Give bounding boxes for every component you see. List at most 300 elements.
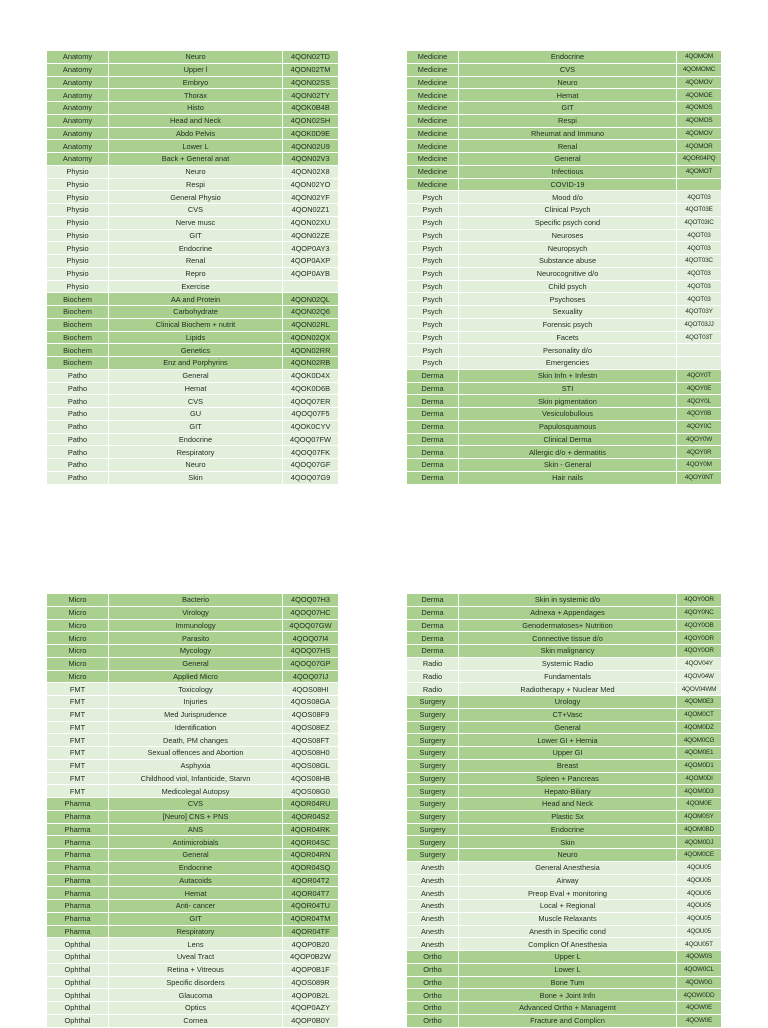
topic-cell: Neuro xyxy=(109,165,283,178)
topic-cell: Head and Neck xyxy=(109,114,283,127)
subject-cell: Physio xyxy=(47,255,109,268)
code-cell: 4QOV04W xyxy=(677,670,722,683)
table-row xyxy=(47,255,339,268)
table-row xyxy=(407,102,722,115)
table-row xyxy=(47,696,339,709)
subject-cell: Pharma xyxy=(47,861,109,874)
table-row xyxy=(407,178,722,191)
table-row xyxy=(47,721,339,734)
subject-cell: Pharma xyxy=(47,849,109,862)
code-cell: 4QOU05T xyxy=(677,938,722,951)
topic-cell: Abdo Pelvis xyxy=(109,127,283,140)
table-row xyxy=(47,823,339,836)
code-cell: 4QOU05 xyxy=(677,925,722,938)
topic-cell: General xyxy=(109,657,283,670)
subject-cell: Micro xyxy=(47,619,109,632)
table-row xyxy=(407,471,722,484)
code-cell: 4QOQ07ER xyxy=(283,395,339,408)
table-row xyxy=(407,976,722,989)
subject-cell: Psych xyxy=(407,216,459,229)
topic-cell: Sexuality xyxy=(459,306,677,319)
table-row xyxy=(47,861,339,874)
code-cell: 4QOY0OR xyxy=(677,594,722,607)
topic-cell: Head and Neck xyxy=(459,798,677,811)
topic-cell: Hemat xyxy=(109,887,283,900)
subject-cell: Ortho xyxy=(407,1014,459,1027)
code-cell xyxy=(283,280,339,293)
topic-cell: Psychoses xyxy=(459,293,677,306)
table-row xyxy=(407,165,722,178)
table-row xyxy=(47,708,339,721)
table-row xyxy=(407,89,722,102)
subject-cell: Pharma xyxy=(47,874,109,887)
topic-cell: Lipids xyxy=(109,331,283,344)
subject-cell: Patho xyxy=(47,471,109,484)
table-row xyxy=(47,849,339,862)
code-cell: 4QOT03 xyxy=(677,191,722,204)
code-cell: 4QOT03 xyxy=(677,293,722,306)
code-cell: 4QOT03 xyxy=(677,280,722,293)
subject-cell: Psych xyxy=(407,318,459,331)
subject-cell: Derma xyxy=(407,594,459,607)
subject-cell: Medicine xyxy=(407,51,459,64)
topic-cell: Advanced Ortho + Managemt xyxy=(459,1002,677,1015)
table-row xyxy=(47,1014,339,1027)
code-cell: 4QOMOE xyxy=(677,89,722,102)
topic-cell: Antimicrobials xyxy=(109,836,283,849)
subject-cell: FMT xyxy=(47,696,109,709)
topic-cell: Emergencies xyxy=(459,357,677,370)
subject-cell: Biochem xyxy=(47,318,109,331)
subject-cell: FMT xyxy=(47,747,109,760)
code-cell: 4QOM0DZ xyxy=(677,721,722,734)
subject-cell: FMT xyxy=(47,708,109,721)
subject-cell: Derma xyxy=(407,459,459,472)
subject-cell: Patho xyxy=(47,433,109,446)
table-row xyxy=(47,874,339,887)
subject-cell: Psych xyxy=(407,306,459,319)
subject-cell: Patho xyxy=(47,420,109,433)
subject-cell: Surgery xyxy=(407,836,459,849)
table-row xyxy=(407,446,722,459)
code-cell: 4QOP0B2W xyxy=(283,951,339,964)
topic-cell: Immunology xyxy=(109,619,283,632)
topic-cell: CVS xyxy=(109,395,283,408)
topic-cell: Endocrine xyxy=(459,823,677,836)
table-row xyxy=(47,976,339,989)
topic-cell: Mycology xyxy=(109,645,283,658)
table-row xyxy=(407,204,722,217)
code-cell: 4QOQ07FW xyxy=(283,433,339,446)
subject-cell: Ortho xyxy=(407,1002,459,1015)
code-cell: 4QOR04T2 xyxy=(283,874,339,887)
code-cell: 4QON02Z1 xyxy=(283,204,339,217)
topic-cell: Spleen + Pancreas xyxy=(459,772,677,785)
subject-cell: Anesth xyxy=(407,861,459,874)
code-cell: 4QOW0DD xyxy=(677,989,722,1002)
subject-cell: Micro xyxy=(47,632,109,645)
subject-cell: Biochem xyxy=(47,331,109,344)
topic-cell: Mood d/o xyxy=(459,191,677,204)
table-row xyxy=(47,395,339,408)
topic-cell: Endocrine xyxy=(459,51,677,64)
table-row xyxy=(407,823,722,836)
code-cell: 4QOK0CYV xyxy=(283,420,339,433)
code-cell: 4QOT03C xyxy=(677,255,722,268)
subject-cell: Derma xyxy=(407,433,459,446)
code-cell: 4QOM0E3 xyxy=(677,696,722,709)
subject-cell: Medicine xyxy=(407,114,459,127)
topic-cell: Fundamentals xyxy=(459,670,677,683)
code-cell: 4QOT03 xyxy=(677,229,722,242)
subject-cell: Surgery xyxy=(407,734,459,747)
topic-cell: General xyxy=(459,153,677,166)
code-cell: 4QOS08EZ xyxy=(283,721,339,734)
table-row xyxy=(47,670,339,683)
code-cell: 4QOR04PQ xyxy=(677,153,722,166)
subject-cell: Pharma xyxy=(47,836,109,849)
code-cell: 4QON02QL xyxy=(283,293,339,306)
table-row xyxy=(407,242,722,255)
topic-cell: Respiratory xyxy=(109,925,283,938)
table-row xyxy=(407,989,722,1002)
subject-cell: FMT xyxy=(47,759,109,772)
topic-cell: Renal xyxy=(109,255,283,268)
code-cell: 4QOM0CG xyxy=(677,734,722,747)
topic-cell: GIT xyxy=(459,102,677,115)
subject-cell: Anatomy xyxy=(47,76,109,89)
topic-cell: Neuropsych xyxy=(459,242,677,255)
code-cell: 4QOY0OB xyxy=(677,619,722,632)
topic-cell: Bone Tum xyxy=(459,976,677,989)
topic-cell: Embryo xyxy=(109,76,283,89)
subject-table-1 xyxy=(46,50,339,485)
table-row xyxy=(407,849,722,862)
table-row xyxy=(407,51,722,64)
code-cell: 4QOW0E xyxy=(677,1002,722,1015)
table-row xyxy=(407,191,722,204)
code-cell: 4QON02SH xyxy=(283,114,339,127)
table-row xyxy=(47,900,339,913)
subject-cell: Medicine xyxy=(407,63,459,76)
table-row xyxy=(407,140,722,153)
topic-cell: Med Jurisprudence xyxy=(109,708,283,721)
code-cell: 4QOMOV xyxy=(677,76,722,89)
code-cell: 4QOK0D6B xyxy=(283,382,339,395)
table-row xyxy=(407,645,722,658)
code-cell: 4QOU05 xyxy=(677,912,722,925)
table-row xyxy=(407,632,722,645)
topic-cell: Hemat xyxy=(109,382,283,395)
topic-cell: Lower L xyxy=(109,140,283,153)
subject-cell: Anesth xyxy=(407,925,459,938)
subject-cell: Pharma xyxy=(47,925,109,938)
code-cell: 4QOMOV xyxy=(677,127,722,140)
topic-cell: Plastic Sx xyxy=(459,810,677,823)
topic-cell: Upper l xyxy=(109,63,283,76)
subject-cell: Anatomy xyxy=(47,63,109,76)
topic-cell: Skin xyxy=(459,836,677,849)
subject-cell: Micro xyxy=(47,670,109,683)
topic-cell: General xyxy=(109,369,283,382)
subject-cell: Patho xyxy=(47,408,109,421)
topic-cell: CT+Vasc xyxy=(459,708,677,721)
code-cell: 4QOQ07GF xyxy=(283,459,339,472)
code-cell: 4QOU05 xyxy=(677,900,722,913)
table-row xyxy=(47,951,339,964)
subject-cell: Medicine xyxy=(407,127,459,140)
subject-cell: Surgery xyxy=(407,721,459,734)
table-row xyxy=(47,606,339,619)
code-cell: 4QOM0DJ xyxy=(677,836,722,849)
subject-cell: FMT xyxy=(47,721,109,734)
code-cell: 4QOY0NT xyxy=(677,471,722,484)
table-row xyxy=(407,721,722,734)
table-row xyxy=(47,772,339,785)
code-cell: 4QOW0S xyxy=(677,951,722,964)
table-row xyxy=(47,420,339,433)
subject-cell: Derma xyxy=(407,619,459,632)
subject-cell: Anatomy xyxy=(47,89,109,102)
subject-cell: Derma xyxy=(407,632,459,645)
code-cell: 4QOR04TM xyxy=(283,912,339,925)
table-row xyxy=(407,951,722,964)
subject-cell: Derma xyxy=(407,471,459,484)
code-cell: 4QOM0SY xyxy=(677,810,722,823)
topic-cell: Toxicology xyxy=(109,683,283,696)
table-row xyxy=(407,369,722,382)
topic-cell: Thorax xyxy=(109,89,283,102)
code-cell: 4QOK0D9E xyxy=(283,127,339,140)
code-cell: 4QON02YO xyxy=(283,178,339,191)
code-cell: 4QON02SS xyxy=(283,76,339,89)
topic-cell: Injuries xyxy=(109,696,283,709)
table-row xyxy=(407,433,722,446)
subject-cell: Pharma xyxy=(47,912,109,925)
code-cell: 4QON02U9 xyxy=(283,140,339,153)
subject-cell: FMT xyxy=(47,734,109,747)
subject-cell: Anesth xyxy=(407,874,459,887)
topic-cell: Upper L xyxy=(459,951,677,964)
subject-cell: Surgery xyxy=(407,708,459,721)
table-row xyxy=(407,459,722,472)
subject-cell: Psych xyxy=(407,293,459,306)
code-cell: 4QOR04RU xyxy=(283,798,339,811)
code-cell: 4QOT03E xyxy=(677,204,722,217)
subject-cell: Micro xyxy=(47,606,109,619)
code-cell: 4QOMOS xyxy=(677,114,722,127)
table-row xyxy=(407,1014,722,1027)
topic-cell: Skin malignancy xyxy=(459,645,677,658)
topic-cell: Respi xyxy=(109,178,283,191)
code-cell: 4QOQ07HC xyxy=(283,606,339,619)
code-cell: 4QOP0AY3 xyxy=(283,242,339,255)
subject-cell: FMT xyxy=(47,683,109,696)
subject-cell: Surgery xyxy=(407,747,459,760)
subject-cell: Ophthal xyxy=(47,938,109,951)
table-row xyxy=(407,331,722,344)
code-cell: 4QOT03T xyxy=(677,331,722,344)
subject-cell: Anatomy xyxy=(47,127,109,140)
table-row xyxy=(47,747,339,760)
code-cell: 4QOS08G0 xyxy=(283,785,339,798)
topic-cell: GIT xyxy=(109,912,283,925)
table-row xyxy=(407,670,722,683)
topic-cell: Airway xyxy=(459,874,677,887)
table-row xyxy=(47,433,339,446)
subject-cell: Physio xyxy=(47,267,109,280)
code-cell: 4QOQ07IJ xyxy=(283,670,339,683)
code-cell: 4QOM0CT xyxy=(677,708,722,721)
table-row xyxy=(47,89,339,102)
topic-cell: Substance abuse xyxy=(459,255,677,268)
topic-cell: Facets xyxy=(459,331,677,344)
table-row xyxy=(47,471,339,484)
subject-cell: Physio xyxy=(47,280,109,293)
topic-cell: Infectious xyxy=(459,165,677,178)
table-row xyxy=(47,51,339,64)
table-row xyxy=(407,925,722,938)
code-cell: 4QOW0CL xyxy=(677,963,722,976)
code-cell: 4QOY0W xyxy=(677,433,722,446)
topic-cell: Genetics xyxy=(109,344,283,357)
topic-cell: Repro xyxy=(109,267,283,280)
table-row xyxy=(47,785,339,798)
subject-cell: Surgery xyxy=(407,810,459,823)
topic-cell: Fracture and Complicn xyxy=(459,1014,677,1027)
topic-cell: Childhood viol, Infanticide, Starvn xyxy=(109,772,283,785)
table-row xyxy=(407,785,722,798)
code-cell xyxy=(677,357,722,370)
code-cell: 4QOM0DI xyxy=(677,772,722,785)
table-row xyxy=(47,408,339,421)
table-row xyxy=(47,242,339,255)
table-row xyxy=(47,204,339,217)
subject-cell: Ortho xyxy=(407,976,459,989)
topic-cell: Clinical Biochem + nutrit xyxy=(109,318,283,331)
subject-cell: Derma xyxy=(407,408,459,421)
code-cell: 4QOV04Y xyxy=(677,657,722,670)
topic-cell: Optics xyxy=(109,1002,283,1015)
subject-cell: Ophthal xyxy=(47,989,109,1002)
topic-cell: Lens xyxy=(109,938,283,951)
table-row xyxy=(407,619,722,632)
code-cell: 4QOT03JJ xyxy=(677,318,722,331)
table-row xyxy=(407,280,722,293)
table-row xyxy=(407,1002,722,1015)
subject-cell: Patho xyxy=(47,459,109,472)
subject-cell: Micro xyxy=(47,594,109,607)
subject-cell: Anatomy xyxy=(47,114,109,127)
table-row xyxy=(407,606,722,619)
code-cell: 4QOM0D1 xyxy=(677,759,722,772)
code-cell: 4QON02TD xyxy=(283,51,339,64)
subject-cell: Psych xyxy=(407,331,459,344)
subject-cell: FMT xyxy=(47,772,109,785)
code-cell: 4QOY0NC xyxy=(677,606,722,619)
topic-cell: Hepato-Biliary xyxy=(459,785,677,798)
table-row xyxy=(47,267,339,280)
topic-cell: Hair nails xyxy=(459,471,677,484)
table-row xyxy=(47,140,339,153)
subject-cell: Patho xyxy=(47,369,109,382)
topic-cell: Neuro xyxy=(459,849,677,862)
table-row xyxy=(47,127,339,140)
code-cell xyxy=(677,344,722,357)
topic-cell: Genodermatoses+ Nutrition xyxy=(459,619,677,632)
table-row xyxy=(47,657,339,670)
code-cell: 4QON02X8 xyxy=(283,165,339,178)
table-row xyxy=(47,683,339,696)
topic-cell: Radiotherapy + Nuclear Med xyxy=(459,683,677,696)
code-cell: 4QOP0B20 xyxy=(283,938,339,951)
subject-table-2 xyxy=(406,50,722,485)
subject-cell: Ophthal xyxy=(47,1014,109,1027)
table-row xyxy=(407,344,722,357)
code-cell: 4QON02V3 xyxy=(283,153,339,166)
table-row xyxy=(407,408,722,421)
subject-cell: Anesth xyxy=(407,887,459,900)
topic-cell: Identification xyxy=(109,721,283,734)
subject-cell: Medicine xyxy=(407,178,459,191)
topic-cell: Specific psych cond xyxy=(459,216,677,229)
code-cell xyxy=(677,178,722,191)
table-row xyxy=(407,874,722,887)
table-row xyxy=(407,63,722,76)
code-cell: 4QOT03 xyxy=(677,242,722,255)
table-row xyxy=(47,632,339,645)
subject-cell: Pharma xyxy=(47,810,109,823)
table-row xyxy=(407,657,722,670)
table-row xyxy=(407,306,722,319)
code-cell: 4QOU05 xyxy=(677,861,722,874)
code-cell: 4QOY0OR xyxy=(677,645,722,658)
topic-cell: Cornea xyxy=(109,1014,283,1027)
subject-cell: Medicine xyxy=(407,140,459,153)
table-row xyxy=(47,369,339,382)
subject-cell: Physio xyxy=(47,165,109,178)
code-cell: 4QOY0C xyxy=(677,420,722,433)
table-row xyxy=(47,938,339,951)
topic-cell: Nerve musc xyxy=(109,216,283,229)
subject-cell: Psych xyxy=(407,242,459,255)
code-cell: 4QOY0M xyxy=(677,459,722,472)
subject-cell: Psych xyxy=(407,229,459,242)
topic-cell: Parasito xyxy=(109,632,283,645)
topic-cell: Medicolegal Autopsy xyxy=(109,785,283,798)
table-row xyxy=(407,798,722,811)
subject-cell: Pharma xyxy=(47,887,109,900)
code-cell: 4QOY0T xyxy=(677,369,722,382)
table-row xyxy=(47,645,339,658)
code-cell: 4QOK0B4B xyxy=(283,102,339,115)
topic-cell: Specific disorders xyxy=(109,976,283,989)
code-cell: 4QOR04SQ xyxy=(283,861,339,874)
subject-cell: Medicine xyxy=(407,76,459,89)
topic-cell: Renal xyxy=(459,140,677,153)
subject-cell: Surgery xyxy=(407,798,459,811)
subject-cell: Biochem xyxy=(47,357,109,370)
subject-cell: Derma xyxy=(407,606,459,619)
table-row xyxy=(407,293,722,306)
topic-cell: Skin - General xyxy=(459,459,677,472)
subject-table-3 xyxy=(46,593,339,1028)
code-cell: 4QOT03IC xyxy=(677,216,722,229)
topic-cell: AA and Protein xyxy=(109,293,283,306)
topic-cell: General Anesthesia xyxy=(459,861,677,874)
code-cell: 4QOQ07G9 xyxy=(283,471,339,484)
topic-cell: Vesiculobullous xyxy=(459,408,677,421)
